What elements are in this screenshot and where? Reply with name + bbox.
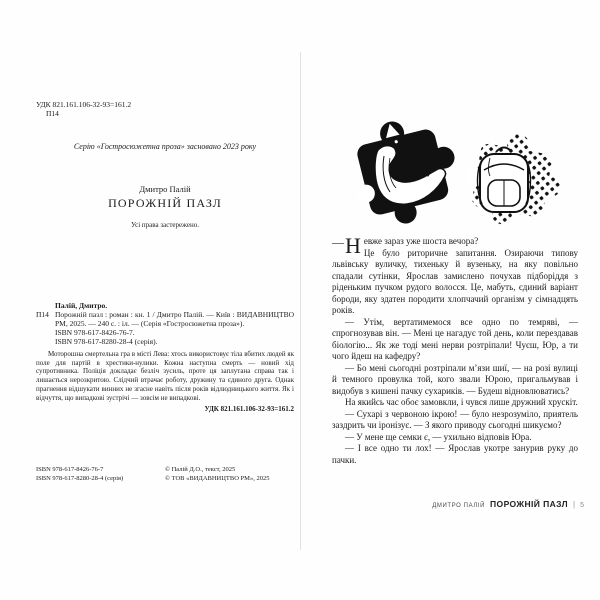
cip-code: П14 [36, 310, 49, 319]
paragraph: На якийсь час обоє замовкли, і чувся лише дружний хрускіт. [345, 397, 578, 407]
running-footer [332, 499, 584, 509]
imprint-copyright-column [165, 466, 294, 483]
footer-separator: | [573, 500, 576, 509]
jawbone-puzzle-piece-icon [342, 109, 468, 234]
paragraph: — Бо мені сьогодні розтріпали м’язи шиї, — на розі вулиці й темного провулка той, кого звали Юрою, пригальмував і видобув з кишені пачку сухариків. — Будеш відновлюватись? [332, 362, 578, 396]
footer-author: ДМИТРО ПАЛІЙ [432, 503, 486, 509]
backpack-drawing [478, 148, 531, 213]
dialogue-dash: — [332, 235, 344, 249]
cip-heading: Палій, Дмитро. [55, 301, 108, 310]
cip-isbn-1: ISBN 978-617-8426-76-7. [55, 328, 135, 337]
page-number: 5 [580, 502, 584, 509]
paragraph: — Утім, вертатимемося все одно по темряві, — спрогнозував він. — Мені це нагадує той день, коли перездавав біологію... Як же тоді мені нерви розтріпали! Чуєш, Юр, а ти чого йдеш на кафедру? [332, 316, 578, 361]
page-spine-divider [300, 52, 301, 550]
footer-isbn-1: ISBN 978-617-8426-76-7 [36, 466, 104, 473]
udc-block [36, 100, 294, 118]
cip-block [36, 301, 294, 414]
footer-book-title: ПОРОЖНІЙ ПАЗЛ [490, 499, 569, 509]
imprint-isbn-column [36, 466, 165, 483]
chapter-illustration-puzzle-pieces [338, 108, 573, 234]
series-line: Серію «Гостросюжетна проза» засновано 2023 року [73, 142, 257, 151]
cip-udc-line: УДК 821.161.106-32-93=161.2 [204, 405, 294, 414]
cip-entry-text: Порожній пазл : роман : кн. 1 / Дмитро Палій. — Київ : ВИДАВНИЦТВО РМ, 2025. — 240 с. : іл. — (Серія «Гостросюжетна проза»). [55, 310, 294, 328]
paragraph: — Сухарі з червоною ікрою! — було незрозуміло, приятель заздрить чи іронізує. — З якого приводу сьогодні шикуємо? [332, 408, 578, 430]
copyright-author: © Палій Д.О., текст, 2025 [165, 466, 236, 473]
drop-cap: —Н [332, 233, 361, 258]
paragraph: — У мене ще семки є, — ухильно відповів Юра. [345, 431, 532, 442]
copyright-publisher: © ТОВ «ВИДАВНИЦТВО РМ», 2025 [165, 474, 270, 482]
opening-line: евже зараз уже шоста вечора? [363, 236, 479, 246]
footer-isbn-2: ISBN 978-617-8280-28-4 (серія) [36, 474, 124, 482]
book-title: ПОРОЖНІЙ ПАЗЛ [108, 196, 222, 210]
cip-entry [36, 310, 294, 328]
cip-isbn-2: ISBN 978-617-8280-28-4 (серія). [55, 337, 158, 346]
imprint-footer [36, 466, 294, 483]
udc-line: УДК 821.161.106-32-93=161.2 [36, 100, 132, 109]
cip-annotation: Моторошна смертельна гра в місті Лева: хтось використовує тіла вбитих людей як поле для партій в хрестики-нулики. Кожна наступна смерть — новий хід супротивника. Поліція докладає безліч зусиль, проте ця заплутана справа так і лишається нерозкритою. Слідчий втрачає роботу, дружину та єдиного друга. Однак прагнення відшукати винних не згасне навіть після років відлюдницького життя. Як і відчуття, що випадкові зустрічі — зовсім не випадкові. [36, 350, 294, 402]
opening-paragraph [332, 233, 578, 317]
author-cutter-code: П14 [46, 109, 59, 118]
paragraph: — І все одно ти лох! — Ярослав укотре занурив руку до пачки. [332, 443, 578, 465]
rights-reserved-line: Усі права застережено. [131, 221, 199, 229]
paragraph-text: Це було риторичне запитання. Озираючи типову львівську вуличку, тихеньку й вузеньку, на яку повільно спадали сутінки, Ярослав замислено почухав підборіддя з ріденьким пучком рудого волосся. Це, мабуть, єдиний варіант бороди, яку здатен породити хлопчачий організм у сімнадцять років. [332, 247, 578, 315]
chapter-text [332, 233, 578, 466]
author-name: Дмитро Палій [139, 184, 191, 194]
